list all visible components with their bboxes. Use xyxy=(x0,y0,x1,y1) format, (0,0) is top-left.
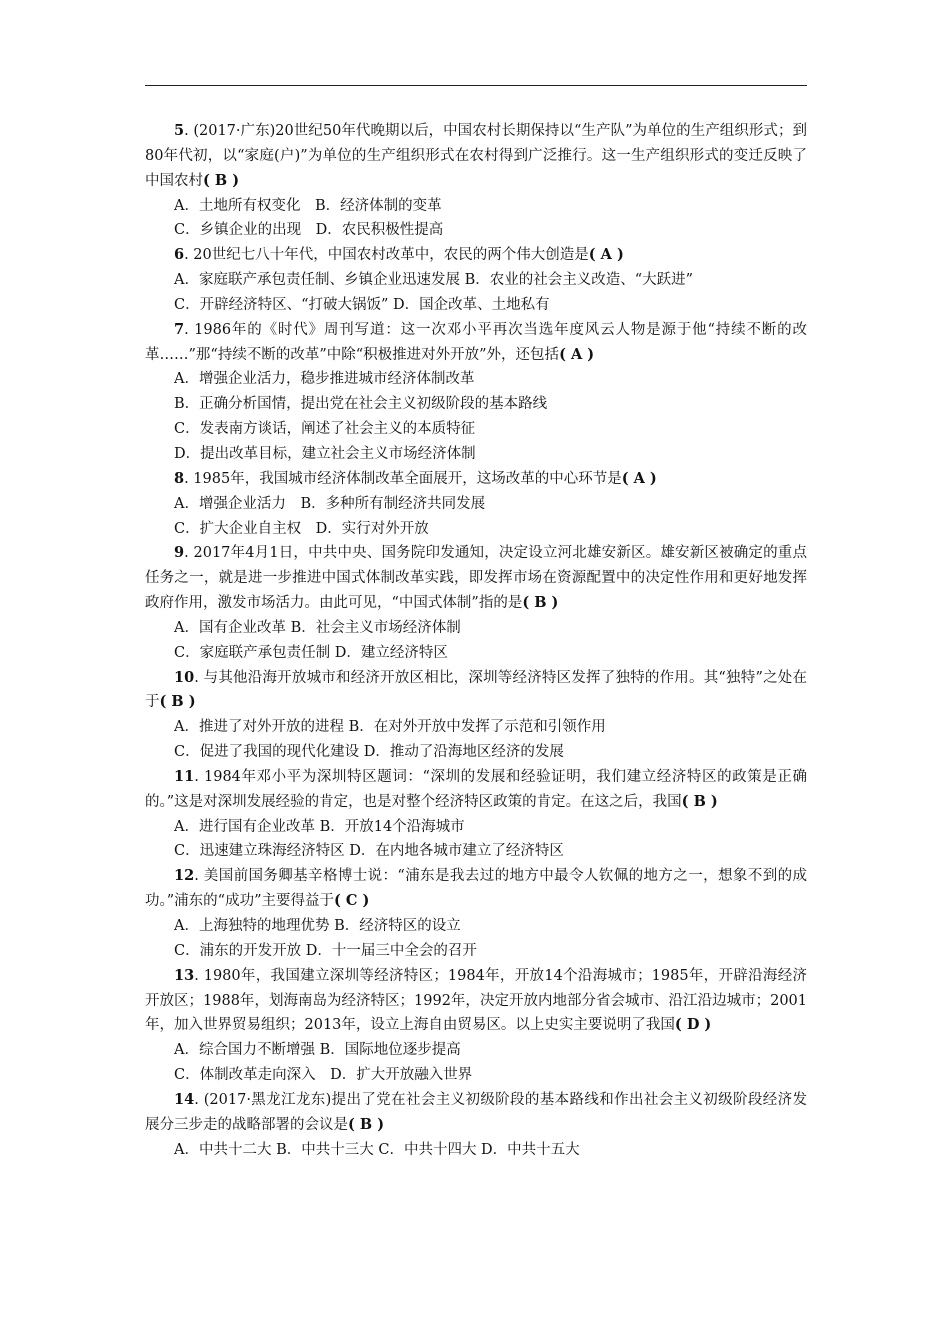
option-line: A．上海独特的地理优势 B．经济特区的设立 xyxy=(174,918,461,934)
question-list xyxy=(145,119,807,1162)
question-text: . 1980年，我国建立深圳等经济特区；1984年，开放14个沿海城市；1985年，开辟沿海经济开放区；1988年，划海南岛为经济特区；1992年，决定开放内地部分省会城市、沿江沿边城市；2001年，加入世界贸易组织；2013年，设立上海自由贸易区。以上史实主要说明了我国 xyxy=(145,967,807,1034)
question-number: 10 xyxy=(174,668,195,686)
question-stem-7 xyxy=(145,318,807,368)
question-text: . 美国前国务卿基辛格博士说：“浦东是我去过的地方中最令人钦佩的地方之一，想象不到的成功。”浦东的“成功”主要得益于 xyxy=(145,868,807,910)
question-number: 6 xyxy=(174,246,185,264)
question-text: . 1986年的《时代》周刊写道：这一次邓小平再次当选年度风云人物是源于他“持续不断的改革……”那“持续不断的改革”中除“积极推进对外开放”外，还包括 xyxy=(145,321,807,363)
question-text: . (2017·广东)20世纪50年代晚期以后，中国农村长期保持以“生产队”为单位的生产组织形式；到80年代初，以“家庭(户)”为单位的生产组织形式在农村得到广泛推行。这一生产组织形式的变迁反映了中国农村 xyxy=(145,123,807,189)
question-text: . (2017·黑龙江龙东)提出了党在社会主义初级阶段的基本路线和作出社会主义初级阶段经济发展分三步走的战略部署的会议是 xyxy=(145,1091,807,1133)
option-line: C．浦东的开发开放 D．十一届三中全会的召开 xyxy=(174,942,477,959)
question-text: . 2017年4月1日，中共中央、国务院印发通知，决定设立河北雄安新区。雄安新区被确定的重点任务之一，就是进一步推进中国式体制改革实践，即发挥市场在资源配置中的决定性作用和更好地发挥政府作用，激发市场活力。由此可见，“中国式体制”指的是 xyxy=(145,545,807,612)
option-line: D．提出改革目标，建立社会主义市场经济体制 xyxy=(174,445,476,462)
option-line: A．家庭联产承包责任制、乡镇企业迅速发展 B．农业的社会主义改造、“大跃进” xyxy=(174,272,694,289)
header-rule xyxy=(145,85,807,86)
question-stem-9 xyxy=(145,541,807,616)
option-line: A．增强企业活力，稳步推进城市经济体制改革 xyxy=(174,371,475,388)
answer-label: ( B ) xyxy=(348,1115,385,1133)
option-line: C．家庭联产承包责任制 D．建立经济特区 xyxy=(174,644,448,661)
question-stem-11 xyxy=(145,765,807,815)
answer-label: ( A ) xyxy=(588,246,624,264)
option-line: A．国有企业改革 B．社会主义市场经济体制 xyxy=(174,619,461,636)
option-line: C．开辟经济特区、“打破大锅饭” D．国企改革、土地私有 xyxy=(174,296,550,313)
question-text: . 1984年邓小平为深圳特区题词：“深圳的发展和经验证明，我们建立经济特区的政策是正确的。”这是对深圳发展经验的肯定，也是对整个经济特区政策的肯定。在这之后，我国 xyxy=(145,768,807,810)
answer-label: ( A ) xyxy=(559,345,595,363)
option-line: C．乡镇企业的出现 D．农民积极性提高 xyxy=(174,222,444,239)
question-stem-14 xyxy=(145,1088,807,1138)
question-stem-12 xyxy=(145,864,807,914)
option-line: C．促进了我国的现代化建设 D．推动了沿海地区经济的发展 xyxy=(174,744,564,761)
option-line: A．进行国有企业改革 B．开放14个沿海城市 xyxy=(174,818,465,835)
option-line: C．发表南方谈话，阐述了社会主义的本质特征 xyxy=(174,421,476,438)
option-line: A．土地所有权变化 B．经济体制的变革 xyxy=(174,197,442,214)
question-number: 11 xyxy=(174,767,195,785)
question-number: 9 xyxy=(174,544,185,562)
question-number: 13 xyxy=(174,966,195,984)
option-line: A．综合国力不断增强 B．国际地位逐步提高 xyxy=(174,1042,461,1059)
option-line: A．增强企业活力 B．多种所有制经济共同发展 xyxy=(174,495,486,512)
option-line: A．推进了对外开放的进程 B．在对外开放中发挥了示范和引领作用 xyxy=(174,719,606,736)
question-number: 7 xyxy=(174,320,185,338)
question-stem-10 xyxy=(145,666,807,716)
answer-label: ( D ) xyxy=(674,1016,712,1034)
answer-label: ( B ) xyxy=(522,594,559,612)
option-line: C．体制改革走向深入 D．扩大开放融入世界 xyxy=(174,1067,473,1084)
question-stem-13 xyxy=(145,964,807,1039)
answer-label: ( B ) xyxy=(681,792,718,810)
option-line: B．正确分析国情，提出党在社会主义初级阶段的基本路线 xyxy=(174,396,548,413)
option-line: C．迅速建立珠海经济特区 D．在内地各城市建立了经济特区 xyxy=(174,843,564,860)
option-line: C．扩大企业自主权 D．实行对外开放 xyxy=(174,520,429,537)
option-line: A．中共十二大 B．中共十三大 C．中共十四大 D．中共十五大 xyxy=(174,1141,580,1158)
question-number: 14 xyxy=(174,1090,195,1108)
question-stem-5 xyxy=(145,119,807,194)
question-stem-8 xyxy=(145,467,807,492)
answer-label: ( C ) xyxy=(334,892,370,910)
answer-label: ( B ) xyxy=(203,171,240,189)
question-stem-6 xyxy=(145,243,807,268)
answer-label: ( A ) xyxy=(621,469,657,487)
answer-label: ( B ) xyxy=(159,693,196,711)
question-number: 5 xyxy=(174,122,185,139)
question-number: 8 xyxy=(174,469,185,487)
question-text: . 与其他沿海开放城市和经济开放区相比，深圳等经济特区发挥了独特的作用。其“独特”之处在于 xyxy=(145,669,807,711)
question-number: 12 xyxy=(174,867,195,885)
question-text: . 20世纪七八十年代，中国农村改革中，农民的两个伟大创造是 xyxy=(184,247,589,264)
question-text: . 1985年，我国城市经济体制改革全面展开，这场改革的中心环节是 xyxy=(184,470,622,487)
